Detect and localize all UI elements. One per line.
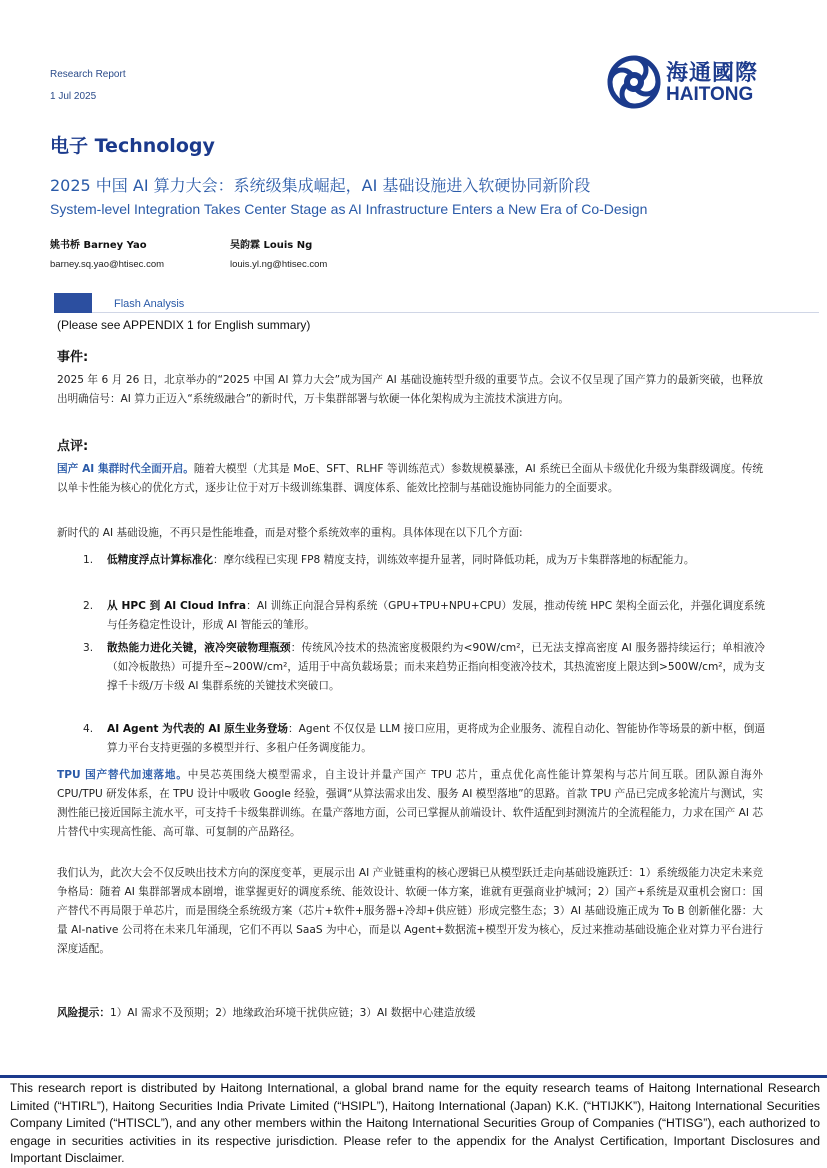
list-item <box>83 551 765 570</box>
flash-analysis-marker <box>54 293 92 313</box>
author-email[interactable]: barney.sq.yao@htisec.com <box>50 259 165 270</box>
sector-title: 电子 Technology <box>50 135 215 157</box>
risk-warning <box>57 1005 475 1020</box>
cluster-era-paragraph <box>57 460 763 498</box>
logo-english-name: HAITONG <box>666 84 754 105</box>
author-email[interactable]: louis.yl.ng@htisec.com <box>230 259 328 270</box>
haitong-logo <box>606 54 776 110</box>
list-item-title: AI Agent 为代表的 AI 原生业务登场 <box>107 723 289 735</box>
report-title-english: System-level Integration Takes Center Stage as AI Infrastructure Enters a New Era of Co-Design <box>50 201 648 217</box>
cluster-era-text: 随着大模型（尤其是 MoE、SFT、RLHF 等训练范式）参数规模暴涨，AI 系统已全面从卡级优化升级为集群级调度。传统以单卡性能为核心的优化方式，逐步让位于对万卡级训练集群、调度体系、能效比控制与基础设施协同能力的全面要求。 <box>57 463 763 494</box>
list-item-text: ：AI 训练正向混合异构系统（GPU+TPU+NPU+CPU）发展，推动传统 HPC 架构全面云化，并强化调度系统与任务稳定性设计，形成 AI 智能云的雏形。 <box>107 600 765 631</box>
tpu-text: 中昊芯英围绕大模型需求，自主设计并量产国产 TPU 芯片，重点优化高性能计算架构与芯片间互联。团队源自海外 CPU/TPU 研发体系，在 TPU 设计中吸收 Google 经验，强调“从算法需求出发、服务 AI 模型落地”的思路。首款 TPU 产品已完成多轮流片与测试，实测性能已接近国际主流水平，可支持千卡级集群训练。在量产落地方面，公司已掌握从前端设计、软件适配到封测流片的全流程能力，力求在国产 AI 芯片替代中实现高性能、高可靠、可复制的产品路径。 <box>57 769 763 838</box>
report-type: Research Report <box>50 69 126 80</box>
author-name: 吴韵霖 Louis Ng <box>230 240 313 251</box>
list-item-text: ：摩尔线程已实现 FP8 精度支持，训练效率提升显著，同时降低功耗，成为万卡集群落地的标配能力。 <box>212 554 695 566</box>
conclusion-paragraph: 我们认为，此次大会不仅反映出技术方向的深度变革，更展示出 AI 产业链重构的核心逻辑已从模型跃迁走向基础设施跃迁：1）系统级能力决定未来竞争格局：随着 AI 集群部署成本剧增，谁掌握更好的调度系统、能效设计、软硬一体方案，谁就有更强商业护城河；2）国产+系统是双重机会窗口：国产替代不再局限于单芯片，而是围绕全系统级方案（芯片+软件+服务器+冷却+供应链）形成完整生态；3）AI 基础设施正成为 To B 创新催化器：大量 AI-native 公司将在未来几年涌现，它们不再以 SaaS 为中心，而是以 Agent+数据流+模型开发为核心，反过来推动基础设施企业对算力平台进行深度适配。 <box>57 867 763 955</box>
list-item <box>83 720 765 758</box>
list-item-title: 散热能力进化关键，液冷突破物理瓶颈 <box>107 642 291 654</box>
list-item-number: 3. <box>83 642 94 654</box>
tpu-paragraph <box>57 766 763 842</box>
distribution-disclaimer: This research report is distributed by Haitong International, a global brand name for the equity research teams of Haitong International Research Limited (“HTIRL”), Haitong Securities India Private Limited (“HSIPL”), Haitong International (Japan) K.K. (“HTIJKK”), Haitong International Securities Company Limited (“HTISCL”), and any other members within the Haitong International Securities Group of Companies (“HTISG”), each authorized to engage in securities activities in its respective jurisdiction. Please refer to the appendix for the Analyst Certification, Important Disclosures and Important Disclaimer. <box>10 1081 820 1166</box>
list-item-number: 4. <box>83 723 94 735</box>
event-heading: 事件: <box>57 350 89 365</box>
comment-heading: 点评: <box>57 439 89 454</box>
footer-divider <box>0 1075 827 1078</box>
infrastructure-intro: 新时代的 AI 基础设施，不再只是性能堆叠，而是对整个系统效率的重构。具体体现在以下几个方面: <box>57 527 523 539</box>
list-item <box>83 639 765 696</box>
logo-chinese-name: 海通國際 <box>666 61 759 86</box>
list-item-title: 低精度浮点计算标准化 <box>107 554 213 566</box>
flash-divider <box>92 312 819 313</box>
appendix-note: (Please see APPENDIX 1 for English summary) <box>57 318 311 332</box>
cluster-era-highlight: 国产 AI 集群时代全面开启。 <box>57 463 194 475</box>
list-item-text: ：传统风冷技术的热流密度极限约为<90W/cm²，已无法支撑高密度 AI 服务器持续运行；单相液冷（如冷板散热）可提升至~200W/cm²，适用于中高负载场景；而未来趋势正指向相变液冷技术，其热流密度上限达到>500W/cm²，成为支撑千卡级/万卡级 AI 集群系统的关键技术突破口。 <box>107 642 765 692</box>
risk-text: 1）AI 需求不及预期；2）地缘政治环境干扰供应链；3）AI 数据中心建造放缓 <box>109 1007 476 1019</box>
list-item-number: 2. <box>83 600 94 612</box>
list-item-number: 1. <box>83 554 94 566</box>
report-title-chinese: 2025 中国 AI 算力大会：系统级集成崛起，AI 基础设施进入软硬协同新阶段 <box>50 176 591 195</box>
haitong-emblem-icon <box>606 54 662 110</box>
list-item <box>83 597 765 635</box>
list-item-text: ：Agent 不仅仅是 LLM 接口应用，更将成为企业服务、流程自动化、智能协作等场景的新中枢，倒逼算力平台支持更强的多模型并行、多租户任务调度能力。 <box>107 723 765 754</box>
report-date: 1 Jul 2025 <box>50 91 97 102</box>
risk-label: 风险提示： <box>57 1007 110 1019</box>
author-name: 姚书桥 Barney Yao <box>50 240 147 251</box>
flash-analysis-label: Flash Analysis <box>114 298 185 310</box>
tpu-highlight: TPU 国产替代加速落地。 <box>57 769 188 781</box>
list-item-title: 从 HPC 到 AI Cloud Infra <box>107 600 247 612</box>
event-paragraph: 2025 年 6 月 26 日，北京举办的“2025 中国 AI 算力大会”成为国产 AI 基础设施转型升级的重要节点。会议不仅呈现了国产算力的最新突破，也释放出明确信号：AI 算力正迈入“系统级融合”的新时代，万卡集群部署与软硬一体化架构成为主流技术演进方向。 <box>57 374 763 405</box>
